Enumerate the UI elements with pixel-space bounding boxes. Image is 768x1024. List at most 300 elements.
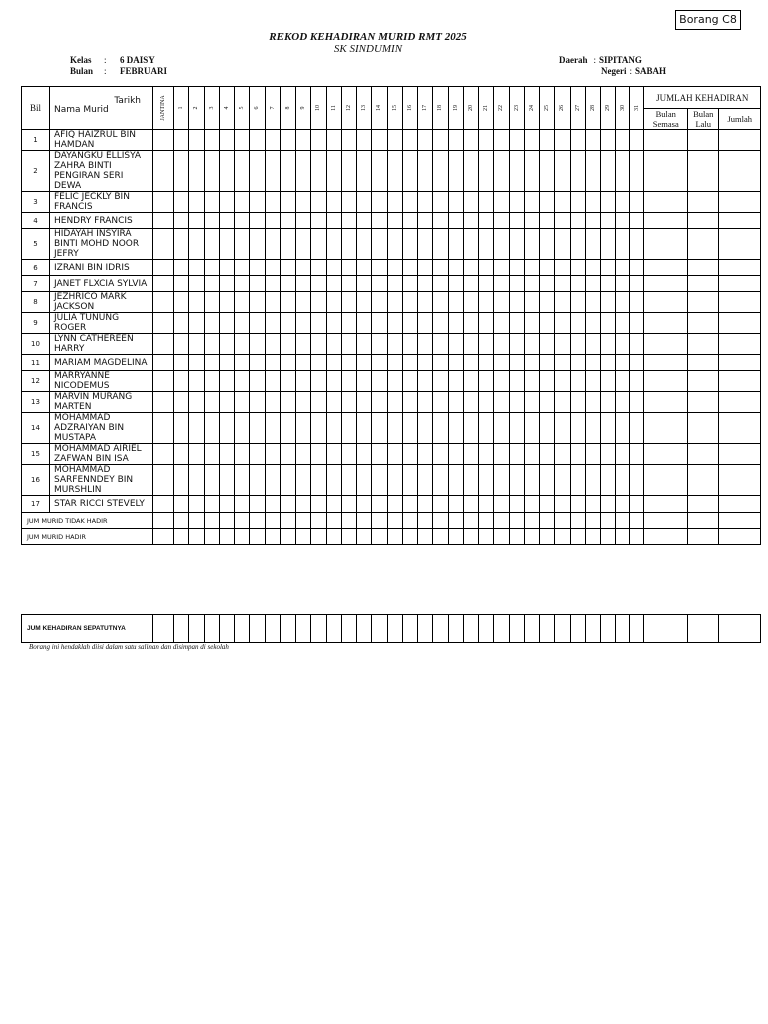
attendance-cell[interactable] <box>540 465 555 496</box>
attendance-cell[interactable] <box>719 130 761 151</box>
attendance-cell[interactable] <box>494 465 509 496</box>
attendance-cell[interactable] <box>265 465 280 496</box>
attendance-cell[interactable] <box>616 151 630 192</box>
attendance-cell[interactable] <box>326 615 341 643</box>
attendance-cell[interactable] <box>585 444 600 465</box>
attendance-cell[interactable] <box>688 229 719 260</box>
attendance-cell[interactable] <box>280 151 295 192</box>
attendance-cell[interactable] <box>153 260 174 276</box>
attendance-cell[interactable] <box>494 229 509 260</box>
attendance-cell[interactable] <box>630 213 644 229</box>
attendance-cell[interactable] <box>235 292 250 313</box>
attendance-cell[interactable] <box>204 529 219 545</box>
attendance-cell[interactable] <box>448 334 463 355</box>
attendance-cell[interactable] <box>719 276 761 292</box>
attendance-cell[interactable] <box>174 276 189 292</box>
attendance-cell[interactable] <box>719 192 761 213</box>
attendance-cell[interactable] <box>296 229 311 260</box>
attendance-cell[interactable] <box>540 151 555 192</box>
attendance-cell[interactable] <box>204 213 219 229</box>
attendance-cell[interactable] <box>719 292 761 313</box>
attendance-cell[interactable] <box>555 371 570 392</box>
attendance-cell[interactable] <box>153 192 174 213</box>
attendance-cell[interactable] <box>280 413 295 444</box>
attendance-cell[interactable] <box>524 392 539 413</box>
attendance-cell[interactable] <box>341 615 356 643</box>
attendance-cell[interactable] <box>688 444 719 465</box>
attendance-cell[interactable] <box>448 413 463 444</box>
attendance-cell[interactable] <box>153 213 174 229</box>
attendance-cell[interactable] <box>644 276 688 292</box>
attendance-cell[interactable] <box>189 355 204 371</box>
attendance-cell[interactable] <box>555 292 570 313</box>
attendance-cell[interactable] <box>387 355 402 371</box>
attendance-cell[interactable] <box>174 355 189 371</box>
attendance-cell[interactable] <box>494 392 509 413</box>
attendance-cell[interactable] <box>630 292 644 313</box>
attendance-cell[interactable] <box>418 229 433 260</box>
attendance-cell[interactable] <box>616 192 630 213</box>
attendance-cell[interactable] <box>585 276 600 292</box>
attendance-cell[interactable] <box>418 313 433 334</box>
attendance-cell[interactable] <box>601 615 616 643</box>
attendance-cell[interactable] <box>433 334 448 355</box>
attendance-cell[interactable] <box>688 496 719 513</box>
attendance-cell[interactable] <box>326 313 341 334</box>
attendance-cell[interactable] <box>387 192 402 213</box>
attendance-cell[interactable] <box>265 260 280 276</box>
attendance-cell[interactable] <box>357 192 372 213</box>
attendance-cell[interactable] <box>296 392 311 413</box>
attendance-cell[interactable] <box>418 334 433 355</box>
attendance-cell[interactable] <box>326 334 341 355</box>
attendance-cell[interactable] <box>402 334 417 355</box>
attendance-cell[interactable] <box>644 465 688 496</box>
attendance-cell[interactable] <box>719 334 761 355</box>
attendance-cell[interactable] <box>311 355 326 371</box>
attendance-cell[interactable] <box>448 276 463 292</box>
attendance-cell[interactable] <box>296 334 311 355</box>
attendance-cell[interactable] <box>479 192 494 213</box>
attendance-cell[interactable] <box>174 130 189 151</box>
attendance-cell[interactable] <box>219 151 234 192</box>
attendance-cell[interactable] <box>265 529 280 545</box>
attendance-cell[interactable] <box>153 229 174 260</box>
attendance-cell[interactable] <box>719 465 761 496</box>
attendance-cell[interactable] <box>524 260 539 276</box>
attendance-cell[interactable] <box>153 496 174 513</box>
attendance-cell[interactable] <box>524 413 539 444</box>
attendance-cell[interactable] <box>463 334 478 355</box>
attendance-cell[interactable] <box>570 465 585 496</box>
attendance-cell[interactable] <box>524 444 539 465</box>
attendance-cell[interactable] <box>357 229 372 260</box>
attendance-cell[interactable] <box>174 392 189 413</box>
attendance-cell[interactable] <box>509 392 524 413</box>
attendance-cell[interactable] <box>235 192 250 213</box>
attendance-cell[interactable] <box>235 392 250 413</box>
attendance-cell[interactable] <box>280 392 295 413</box>
attendance-cell[interactable] <box>644 392 688 413</box>
attendance-cell[interactable] <box>570 355 585 371</box>
attendance-cell[interactable] <box>509 513 524 529</box>
attendance-cell[interactable] <box>219 334 234 355</box>
attendance-cell[interactable] <box>280 292 295 313</box>
attendance-cell[interactable] <box>372 151 387 192</box>
attendance-cell[interactable] <box>601 292 616 313</box>
attendance-cell[interactable] <box>341 392 356 413</box>
attendance-cell[interactable] <box>372 465 387 496</box>
attendance-cell[interactable] <box>250 371 265 392</box>
attendance-cell[interactable] <box>250 192 265 213</box>
attendance-cell[interactable] <box>265 213 280 229</box>
attendance-cell[interactable] <box>463 371 478 392</box>
attendance-cell[interactable] <box>204 260 219 276</box>
attendance-cell[interactable] <box>372 444 387 465</box>
attendance-cell[interactable] <box>153 444 174 465</box>
attendance-cell[interactable] <box>250 615 265 643</box>
attendance-cell[interactable] <box>433 355 448 371</box>
attendance-cell[interactable] <box>585 192 600 213</box>
attendance-cell[interactable] <box>219 413 234 444</box>
attendance-cell[interactable] <box>463 413 478 444</box>
attendance-cell[interactable] <box>616 334 630 355</box>
attendance-cell[interactable] <box>250 355 265 371</box>
attendance-cell[interactable] <box>688 371 719 392</box>
attendance-cell[interactable] <box>174 292 189 313</box>
attendance-cell[interactable] <box>463 276 478 292</box>
attendance-cell[interactable] <box>219 292 234 313</box>
attendance-cell[interactable] <box>357 465 372 496</box>
attendance-cell[interactable] <box>630 334 644 355</box>
attendance-cell[interactable] <box>644 313 688 334</box>
attendance-cell[interactable] <box>433 392 448 413</box>
attendance-cell[interactable] <box>555 229 570 260</box>
attendance-cell[interactable] <box>250 496 265 513</box>
attendance-cell[interactable] <box>719 444 761 465</box>
attendance-cell[interactable] <box>540 413 555 444</box>
attendance-cell[interactable] <box>372 130 387 151</box>
attendance-cell[interactable] <box>570 192 585 213</box>
attendance-cell[interactable] <box>219 213 234 229</box>
attendance-cell[interactable] <box>311 192 326 213</box>
attendance-cell[interactable] <box>509 151 524 192</box>
attendance-cell[interactable] <box>387 615 402 643</box>
attendance-cell[interactable] <box>387 371 402 392</box>
attendance-cell[interactable] <box>555 529 570 545</box>
attendance-cell[interactable] <box>555 615 570 643</box>
attendance-cell[interactable] <box>250 392 265 413</box>
attendance-cell[interactable] <box>448 151 463 192</box>
attendance-cell[interactable] <box>372 276 387 292</box>
attendance-cell[interactable] <box>372 229 387 260</box>
attendance-cell[interactable] <box>433 496 448 513</box>
attendance-cell[interactable] <box>540 130 555 151</box>
attendance-cell[interactable] <box>555 151 570 192</box>
attendance-cell[interactable] <box>616 313 630 334</box>
attendance-cell[interactable] <box>219 276 234 292</box>
attendance-cell[interactable] <box>570 513 585 529</box>
attendance-cell[interactable] <box>387 229 402 260</box>
attendance-cell[interactable] <box>601 151 616 192</box>
attendance-cell[interactable] <box>311 229 326 260</box>
attendance-cell[interactable] <box>311 151 326 192</box>
attendance-cell[interactable] <box>524 192 539 213</box>
attendance-cell[interactable] <box>418 465 433 496</box>
attendance-cell[interactable] <box>509 496 524 513</box>
attendance-cell[interactable] <box>509 444 524 465</box>
attendance-cell[interactable] <box>219 192 234 213</box>
attendance-cell[interactable] <box>601 276 616 292</box>
attendance-cell[interactable] <box>372 615 387 643</box>
attendance-cell[interactable] <box>433 229 448 260</box>
attendance-cell[interactable] <box>174 229 189 260</box>
attendance-cell[interactable] <box>326 444 341 465</box>
attendance-cell[interactable] <box>311 444 326 465</box>
attendance-cell[interactable] <box>601 371 616 392</box>
attendance-cell[interactable] <box>524 529 539 545</box>
attendance-cell[interactable] <box>601 130 616 151</box>
attendance-cell[interactable] <box>326 229 341 260</box>
attendance-cell[interactable] <box>250 413 265 444</box>
attendance-cell[interactable] <box>326 213 341 229</box>
attendance-cell[interactable] <box>494 529 509 545</box>
attendance-cell[interactable] <box>204 334 219 355</box>
attendance-cell[interactable] <box>644 615 688 643</box>
attendance-cell[interactable] <box>509 465 524 496</box>
attendance-cell[interactable] <box>540 529 555 545</box>
attendance-cell[interactable] <box>585 413 600 444</box>
attendance-cell[interactable] <box>479 355 494 371</box>
attendance-cell[interactable] <box>280 334 295 355</box>
attendance-cell[interactable] <box>235 355 250 371</box>
attendance-cell[interactable] <box>601 496 616 513</box>
attendance-cell[interactable] <box>494 413 509 444</box>
attendance-cell[interactable] <box>250 276 265 292</box>
attendance-cell[interactable] <box>688 313 719 334</box>
attendance-cell[interactable] <box>509 130 524 151</box>
attendance-cell[interactable] <box>189 292 204 313</box>
attendance-cell[interactable] <box>585 313 600 334</box>
attendance-cell[interactable] <box>509 313 524 334</box>
attendance-cell[interactable] <box>630 496 644 513</box>
attendance-cell[interactable] <box>341 313 356 334</box>
attendance-cell[interactable] <box>326 392 341 413</box>
attendance-cell[interactable] <box>719 229 761 260</box>
attendance-cell[interactable] <box>540 392 555 413</box>
attendance-cell[interactable] <box>479 496 494 513</box>
attendance-cell[interactable] <box>555 313 570 334</box>
attendance-cell[interactable] <box>630 260 644 276</box>
attendance-cell[interactable] <box>189 313 204 334</box>
attendance-cell[interactable] <box>524 513 539 529</box>
attendance-cell[interactable] <box>402 292 417 313</box>
attendance-cell[interactable] <box>402 130 417 151</box>
attendance-cell[interactable] <box>644 355 688 371</box>
attendance-cell[interactable] <box>174 513 189 529</box>
attendance-cell[interactable] <box>311 392 326 413</box>
attendance-cell[interactable] <box>463 292 478 313</box>
attendance-cell[interactable] <box>448 615 463 643</box>
attendance-cell[interactable] <box>524 313 539 334</box>
attendance-cell[interactable] <box>341 444 356 465</box>
attendance-cell[interactable] <box>540 213 555 229</box>
attendance-cell[interactable] <box>280 371 295 392</box>
attendance-cell[interactable] <box>418 130 433 151</box>
attendance-cell[interactable] <box>524 229 539 260</box>
attendance-cell[interactable] <box>585 151 600 192</box>
attendance-cell[interactable] <box>402 192 417 213</box>
attendance-cell[interactable] <box>570 292 585 313</box>
attendance-cell[interactable] <box>387 392 402 413</box>
attendance-cell[interactable] <box>601 192 616 213</box>
attendance-cell[interactable] <box>433 465 448 496</box>
attendance-cell[interactable] <box>174 413 189 444</box>
attendance-cell[interactable] <box>204 444 219 465</box>
attendance-cell[interactable] <box>189 413 204 444</box>
attendance-cell[interactable] <box>311 465 326 496</box>
attendance-cell[interactable] <box>219 371 234 392</box>
attendance-cell[interactable] <box>219 529 234 545</box>
attendance-cell[interactable] <box>463 615 478 643</box>
attendance-cell[interactable] <box>540 334 555 355</box>
attendance-cell[interactable] <box>433 130 448 151</box>
attendance-cell[interactable] <box>174 444 189 465</box>
attendance-cell[interactable] <box>357 392 372 413</box>
attendance-cell[interactable] <box>570 213 585 229</box>
attendance-cell[interactable] <box>402 355 417 371</box>
attendance-cell[interactable] <box>280 229 295 260</box>
attendance-cell[interactable] <box>387 513 402 529</box>
attendance-cell[interactable] <box>688 465 719 496</box>
attendance-cell[interactable] <box>204 465 219 496</box>
attendance-cell[interactable] <box>433 615 448 643</box>
attendance-cell[interactable] <box>540 355 555 371</box>
attendance-cell[interactable] <box>479 444 494 465</box>
attendance-cell[interactable] <box>509 292 524 313</box>
attendance-cell[interactable] <box>341 130 356 151</box>
attendance-cell[interactable] <box>433 292 448 313</box>
attendance-cell[interactable] <box>341 513 356 529</box>
attendance-cell[interactable] <box>418 496 433 513</box>
attendance-cell[interactable] <box>509 260 524 276</box>
attendance-cell[interactable] <box>570 229 585 260</box>
attendance-cell[interactable] <box>570 334 585 355</box>
attendance-cell[interactable] <box>250 130 265 151</box>
attendance-cell[interactable] <box>448 444 463 465</box>
attendance-cell[interactable] <box>326 465 341 496</box>
attendance-cell[interactable] <box>585 355 600 371</box>
attendance-cell[interactable] <box>555 260 570 276</box>
attendance-cell[interactable] <box>153 313 174 334</box>
attendance-cell[interactable] <box>153 292 174 313</box>
attendance-cell[interactable] <box>357 496 372 513</box>
attendance-cell[interactable] <box>296 292 311 313</box>
attendance-cell[interactable] <box>174 496 189 513</box>
attendance-cell[interactable] <box>448 292 463 313</box>
attendance-cell[interactable] <box>433 513 448 529</box>
attendance-cell[interactable] <box>311 334 326 355</box>
attendance-cell[interactable] <box>630 130 644 151</box>
attendance-cell[interactable] <box>570 371 585 392</box>
attendance-cell[interactable] <box>153 355 174 371</box>
attendance-cell[interactable] <box>540 496 555 513</box>
attendance-cell[interactable] <box>479 465 494 496</box>
attendance-cell[interactable] <box>494 513 509 529</box>
attendance-cell[interactable] <box>204 313 219 334</box>
attendance-cell[interactable] <box>326 292 341 313</box>
attendance-cell[interactable] <box>433 151 448 192</box>
attendance-cell[interactable] <box>372 355 387 371</box>
attendance-cell[interactable] <box>494 292 509 313</box>
attendance-cell[interactable] <box>555 496 570 513</box>
attendance-cell[interactable] <box>357 334 372 355</box>
attendance-cell[interactable] <box>189 260 204 276</box>
attendance-cell[interactable] <box>326 371 341 392</box>
attendance-cell[interactable] <box>219 392 234 413</box>
attendance-cell[interactable] <box>479 334 494 355</box>
attendance-cell[interactable] <box>341 413 356 444</box>
attendance-cell[interactable] <box>630 513 644 529</box>
attendance-cell[interactable] <box>153 513 174 529</box>
attendance-cell[interactable] <box>570 392 585 413</box>
attendance-cell[interactable] <box>418 371 433 392</box>
attendance-cell[interactable] <box>601 334 616 355</box>
attendance-cell[interactable] <box>311 260 326 276</box>
attendance-cell[interactable] <box>463 444 478 465</box>
attendance-cell[interactable] <box>174 192 189 213</box>
attendance-cell[interactable] <box>326 496 341 513</box>
attendance-cell[interactable] <box>341 213 356 229</box>
attendance-cell[interactable] <box>644 213 688 229</box>
attendance-cell[interactable] <box>326 260 341 276</box>
attendance-cell[interactable] <box>418 355 433 371</box>
attendance-cell[interactable] <box>372 313 387 334</box>
attendance-cell[interactable] <box>204 496 219 513</box>
attendance-cell[interactable] <box>204 130 219 151</box>
attendance-cell[interactable] <box>341 529 356 545</box>
attendance-cell[interactable] <box>219 465 234 496</box>
attendance-cell[interactable] <box>570 529 585 545</box>
attendance-cell[interactable] <box>418 444 433 465</box>
attendance-cell[interactable] <box>555 513 570 529</box>
attendance-cell[interactable] <box>585 513 600 529</box>
attendance-cell[interactable] <box>448 513 463 529</box>
attendance-cell[interactable] <box>250 151 265 192</box>
attendance-cell[interactable] <box>719 529 761 545</box>
attendance-cell[interactable] <box>341 465 356 496</box>
attendance-cell[interactable] <box>616 213 630 229</box>
attendance-cell[interactable] <box>357 444 372 465</box>
attendance-cell[interactable] <box>250 213 265 229</box>
attendance-cell[interactable] <box>219 313 234 334</box>
attendance-cell[interactable] <box>601 392 616 413</box>
attendance-cell[interactable] <box>418 213 433 229</box>
attendance-cell[interactable] <box>204 292 219 313</box>
attendance-cell[interactable] <box>644 151 688 192</box>
attendance-cell[interactable] <box>494 334 509 355</box>
attendance-cell[interactable] <box>494 130 509 151</box>
attendance-cell[interactable] <box>509 529 524 545</box>
attendance-cell[interactable] <box>585 334 600 355</box>
attendance-cell[interactable] <box>688 292 719 313</box>
attendance-cell[interactable] <box>616 496 630 513</box>
attendance-cell[interactable] <box>402 444 417 465</box>
attendance-cell[interactable] <box>601 444 616 465</box>
attendance-cell[interactable] <box>463 151 478 192</box>
attendance-cell[interactable] <box>601 213 616 229</box>
attendance-cell[interactable] <box>688 355 719 371</box>
